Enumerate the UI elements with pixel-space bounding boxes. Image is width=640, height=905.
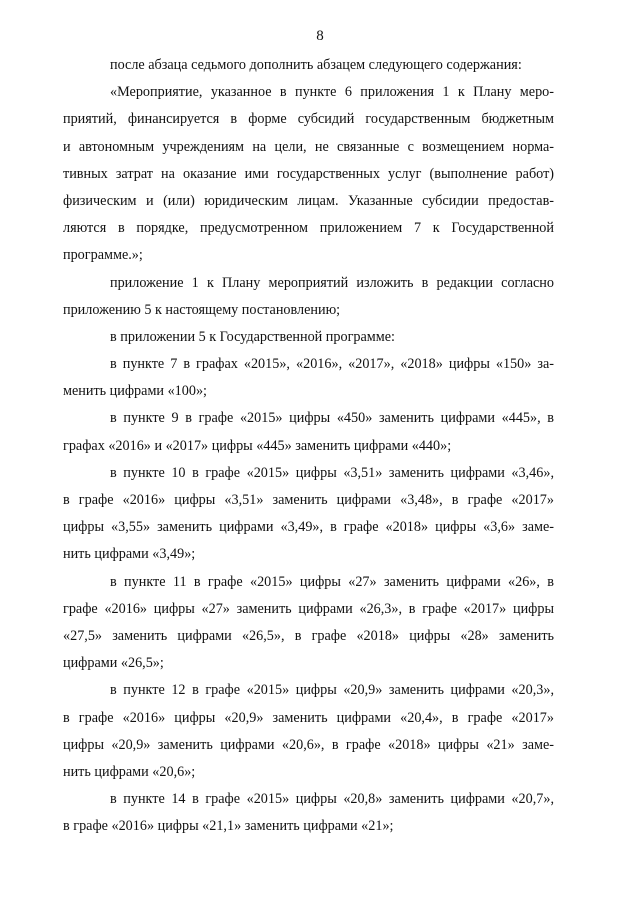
text-line: и автономным учреждениям на цели, не связанные с возмещением норма-	[63, 138, 554, 155]
text-line: нить цифрами «3,49»;	[63, 546, 196, 563]
text-line: приятий, финансируется в форме субсидий государственным бюджетным	[63, 111, 554, 128]
text-line: приложению 5 к настоящему постановлению;	[63, 301, 341, 318]
text-line: менить цифрами «100»;	[63, 383, 207, 400]
text-line: в пункте 12 в графе «2015» цифры «20,9» заменить цифрами «20,3»,	[110, 682, 554, 699]
text-line: в графе «2016» цифры «3,51» заменить цифрами «3,48», в графе «2017»	[63, 492, 554, 508]
text-line: в графе «2016» цифры «21,1» заменить цифрами «21»;	[63, 818, 394, 835]
paragraph	[63, 786, 554, 840]
text-line: физическим и (или) юридическим лицам. Указанные субсидии предостав-	[63, 192, 554, 209]
text-line: в пункте 11 в графе «2015» цифры «27» заменить цифрами «26», в	[110, 573, 554, 590]
paragraph	[63, 677, 554, 786]
document-body	[63, 52, 554, 840]
text-line: «Мероприятие, указанное в пункте 6 приложения 1 к Плану меро-	[110, 84, 554, 101]
text-line: в пункте 10 в графе «2015» цифры «3,51» заменить цифрами «3,46»,	[110, 464, 554, 481]
paragraph	[63, 405, 554, 459]
text-line: в приложении 5 к Государственной программе:	[110, 328, 395, 345]
text-line: цифры «3,55» заменить цифрами «3,49», в графе «2018» цифры «3,6» заме-	[63, 519, 554, 536]
text-line: нить цифрами «20,6»;	[63, 763, 196, 780]
page-number: 8	[316, 28, 324, 44]
paragraph	[63, 52, 554, 79]
paragraph	[63, 270, 554, 324]
paragraph	[63, 324, 554, 351]
paragraph	[63, 460, 554, 569]
text-line: приложение 1 к Плану мероприятий изложить в редакции согласно	[110, 274, 554, 291]
text-line: в пункте 14 в графе «2015» цифры «20,8» заменить цифрами «20,7»,	[110, 791, 554, 808]
text-line: «27,5» заменить цифрами «26,5», в графе «2018» цифры «28» заменить	[63, 627, 554, 644]
text-line: в графе «2016» цифры «20,9» заменить цифрами «20,4», в графе «2017»	[63, 709, 554, 726]
text-line: в пункте 7 в графах «2015», «2016», «2017», «2018» цифры «150» за-	[110, 356, 554, 373]
text-line: ляются в порядке, предусмотренном приложением 7 к Государственной	[63, 220, 554, 237]
text-line: после абзаца седьмого дополнить абзацем следующего содержания:	[110, 57, 522, 73]
paragraph	[63, 351, 554, 405]
paragraph	[63, 79, 554, 269]
text-line: графах «2016» и «2017» цифры «445» заменить цифрами «440»;	[63, 437, 452, 454]
text-line: цифрами «26,5»;	[63, 655, 164, 672]
paragraph	[63, 569, 554, 678]
text-line: в пункте 9 в графе «2015» цифры «450» заменить цифрами «445», в	[110, 410, 554, 427]
text-line: цифры «20,9» заменить цифрами «20,6», в графе «2018» цифры «21» заме-	[63, 736, 554, 753]
text-line: программе.»;	[63, 247, 143, 264]
text-line: тивных затрат на оказание ими государственных услуг (выполнение работ)	[63, 165, 554, 182]
text-line: графе «2016» цифры «27» заменить цифрами «26,3», в графе «2017» цифры	[63, 600, 554, 617]
